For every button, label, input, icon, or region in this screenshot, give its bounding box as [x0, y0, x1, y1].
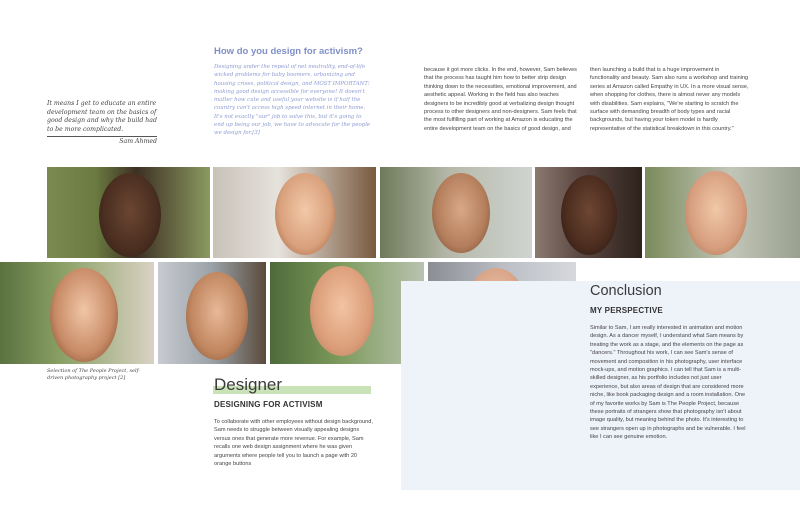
- body-column-2: because it got more clicks. In the end, however, Sam believes that the process has taught him how to better strip design thinking down to the necessities, emotional improvement, and aesthetic appeal. Working in the field has also teaches designers to be incredibly good at verbalizing design thought process to other designers and non-designers. Sam feels that the most fulfilling part of working at Amazon is educating the entire development team on the basics of good design, and: [424, 67, 577, 132]
- pull-quote-text: It means I get to educate an entire development team on the basics of good design and why the build had to be more complicated.: [47, 100, 157, 133]
- portrait-face: [310, 266, 374, 356]
- pull-quote-author: Sam Ahmed: [119, 138, 157, 146]
- photo-caption: Selection of The People Project, self-driven photography project [2]: [47, 368, 140, 381]
- conclusion-body: Similar to Sam, I am really interested in animation and motion design. As a dancer myself, I understand what Sam means by treating the work as a stage, and the elements on the page as "dancers." Throughout his work, I can see Sam's sense of movement and composition in his photography, user interface mock-ups, and motion graphics. I can tell that Sam is a multi-skilled designer, as his portfolio includes not just user experience, but also areas of design that are considered more niche, like book packaging design and a room installation. One of my favorite works by Sam is The People Project, because these portraits of strangers show that photography isn't about image quality, but meaning behind the photo. It's interesting to see strangers open up in photographs and be vulnerable. I feel like I can see genuine emotion.: [590, 325, 746, 441]
- portrait-photo-3: [380, 167, 532, 258]
- portrait-photo-5: [645, 167, 800, 258]
- pull-quote-rule: [47, 136, 157, 137]
- portrait-face: [561, 175, 617, 255]
- portrait-face: [50, 268, 118, 362]
- activism-heading: How do you design for activism?: [214, 46, 363, 57]
- portrait-photo-2: [213, 167, 376, 258]
- portrait-photo-7: [158, 262, 266, 364]
- designer-subtitle: DESIGNING FOR ACTIVISM: [214, 400, 323, 409]
- portrait-photo-6: [0, 262, 154, 364]
- portrait-photo-4: [535, 167, 642, 258]
- activism-quote: Designing under the repeal of net neutrality, end-of-life wicked problems for baby boomers, urbanizing and housing crises, political design, and MOST IMPORTANT: making good design accessible for everyone! It doesn't matter how cute and useful your website is if half the country can't access high speed internet in their home. It's not exactly "our" job to solve this, but it's going to end up being our job, we have to advocate for the people we design for.[3]: [214, 64, 371, 137]
- designer-body: To collaborate with other employees without design background, Sam needs to struggle between visually appealing designs versus ones that generate more revenue. For example, Sam recalls one web design assignment where he was given arguments where people tell you to launch a page with 20 orange buttons: [214, 419, 373, 468]
- portrait-face: [99, 173, 161, 257]
- pull-quote: [47, 100, 157, 147]
- portrait-face: [685, 171, 747, 255]
- conclusion-subtitle: MY PERSPECTIVE: [590, 306, 663, 315]
- conclusion-title: Conclusion: [590, 283, 662, 299]
- body-column-3: then launching a build that is a huge improvement in functionality and beauty. Sam also runs a workshop and training series at Amazon called Empathy in UX. In a more visual sense, when shopping for clothes, there is almost never any models with disabilities. Sam explains, "We're starting to scratch the surface with demanding breadth of body types and racial backgrounds, but having your token model is hardly representative of the statistical breakdown in this country.": [590, 67, 749, 132]
- portrait-face: [186, 272, 248, 360]
- designer-title: Designer: [214, 375, 283, 394]
- portrait-face: [275, 173, 335, 255]
- portrait-face: [432, 173, 490, 253]
- portrait-photo-1: [47, 167, 210, 258]
